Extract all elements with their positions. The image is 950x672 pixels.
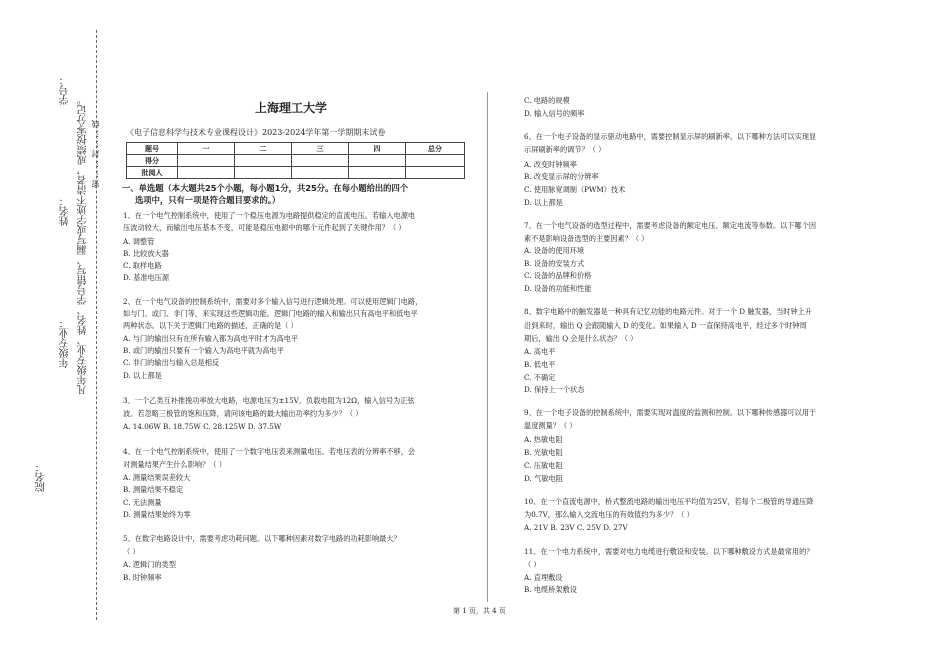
question-line: 8、数字电路中的触发器是一种具有记忆功能的电路元件。对于一个 D 触发器，当时钟上升 bbox=[524, 307, 813, 316]
warning-notice: 凡年级专业、姓名、学号错写、漏写或字迹不清者，成绩按零分记。 bbox=[78, 95, 89, 395]
table-cell bbox=[178, 155, 235, 167]
table-cell bbox=[292, 167, 349, 179]
table-cell bbox=[235, 155, 292, 167]
question-line: D. 以上都是 bbox=[123, 371, 162, 380]
question-line: 示屏刷新率的调节？（ ） bbox=[524, 145, 606, 154]
question-line: 7、在一个电气设备的选型过程中，需要考虑设备的额定电压、额定电流等参数。以下哪个因 bbox=[524, 221, 817, 230]
table-header: 总分 bbox=[406, 143, 465, 155]
question-line: A. 14.06W B. 18.75W C. 28.125W D. 37.5W bbox=[123, 422, 282, 431]
table-cell bbox=[349, 167, 406, 179]
question-line: A. 逻辑门的类型 bbox=[123, 560, 176, 569]
section-heading-line: 选项中，只有一项是符合题目要求的。） bbox=[135, 195, 281, 205]
question-line: C. 电路的规模 bbox=[524, 96, 570, 105]
question-line: 2、在一个电气设备的控制系统中，需要对多个输入信号进行逻辑处理。可以使用逻辑门电路， bbox=[123, 297, 423, 306]
question-line: D. 设备的功能和性能 bbox=[524, 284, 592, 293]
question-line: A. 改变时钟频率 bbox=[524, 160, 577, 169]
row-label: 批阅人 bbox=[127, 167, 178, 179]
question-line: D. 测量结果始终为零 bbox=[123, 510, 191, 519]
question-line: B. 电缆桥架敷设 bbox=[524, 585, 577, 594]
question-line: 1、在一个电气控制系统中，使用了一个稳压电源为电路提供稳定的直流电压。若输入电源电 bbox=[123, 211, 416, 220]
question-line: 9、在一个电子设备的控制系统中，需要实现对温度的监测和控制。以下哪种传感器可以用于 bbox=[524, 408, 817, 417]
name-label: 姓名： bbox=[60, 196, 71, 226]
question-line: C. 取样电路 bbox=[123, 261, 162, 270]
question-line: D. 以上都是 bbox=[524, 198, 563, 207]
question-line: C. 压敏电阻 bbox=[524, 461, 563, 470]
question-line: B. 时钟频率 bbox=[123, 573, 162, 582]
question-line: 5、在数字电路设计中，需要考虑功耗问题。以下哪种因素对数字电路的功耗影响最大？ bbox=[123, 534, 401, 543]
question-line: C. 非门的输出与输入总是相反 bbox=[123, 358, 220, 367]
question-line: （ ） bbox=[524, 560, 541, 569]
table-header: 三 bbox=[292, 143, 349, 155]
question-line: 11、在一个电力系统中，需要对电力电缆进行敷设和安装。以下哪种敷设方式是最常用的？ bbox=[524, 547, 814, 556]
major-label: 年级专业： bbox=[60, 318, 71, 368]
question-line: B. 或门的输出只要有一个输入为高电平就为高电平 bbox=[123, 346, 284, 355]
score-table bbox=[126, 142, 465, 179]
question-line: B. 比较放大器 bbox=[123, 249, 169, 258]
question-line: 为0.7V，那么输入交流电压的有效值约为多少？（ ） bbox=[524, 510, 694, 519]
question-line: D. 输入信号的频率 bbox=[524, 109, 585, 118]
question-line: C. 不确定 bbox=[524, 373, 556, 382]
question-line: 两种状态。以下关于逻辑门电路的描述，正确的是（ ） bbox=[123, 321, 298, 330]
school-label: 院名： bbox=[36, 462, 47, 492]
table-cell bbox=[292, 155, 349, 167]
question-line: 4、在一个电气控制系统中，使用了一个数字电压表来测量电压。若电压表的分辨率不够，会 bbox=[123, 447, 416, 456]
seal-line-text: 密……封……线 bbox=[91, 118, 100, 188]
university-title: 上海理工大学 bbox=[255, 101, 328, 115]
table-cell bbox=[406, 167, 465, 179]
question-line: 期后，输出 Q 会是什么状态？（ ） bbox=[524, 334, 638, 343]
question-line: C. 使用脉宽调制（PWM）技术 bbox=[524, 185, 626, 194]
row-label: 得分 bbox=[127, 155, 178, 167]
question-line: A. 21V B. 23V C. 25V D. 27V bbox=[524, 523, 628, 532]
section-heading bbox=[122, 182, 408, 206]
question-line: A. 设备的使用环境 bbox=[524, 246, 585, 255]
question-line: A. 热敏电阻 bbox=[524, 435, 563, 444]
question-line: A. 直埋敷设 bbox=[524, 573, 563, 582]
question-line: A. 与门的输出只有在所有输入都为高电平时才为高电平 bbox=[123, 334, 299, 343]
question-line: A. 测量结果误差较大 bbox=[123, 473, 191, 482]
question-line: 对测量结果产生什么影响？（ ） bbox=[123, 460, 226, 469]
table-header: 四 bbox=[349, 143, 406, 155]
exam-title: 《电子信息科学与技术专业课程设计》2023-2024学年第一学期期末试卷 bbox=[126, 128, 386, 137]
question-line: 10、在一个直流电源中，桥式整流电路的输出电压平均值为25V，若每个二极管的导通压降 bbox=[524, 497, 814, 506]
section-heading-line: 一、单选题（本大题共25个小题，每小题1分，共25分。在每小题给出的四个 bbox=[122, 183, 409, 193]
table-cell bbox=[235, 167, 292, 179]
student-id-label: 学号： bbox=[60, 75, 71, 105]
question-line: D. 保持上一个状态 bbox=[524, 385, 585, 394]
question-line: D. 基准电压源 bbox=[123, 273, 170, 282]
column-divider bbox=[487, 92, 488, 602]
question-line: 温度测量？（ ） bbox=[524, 421, 577, 430]
question-line: C. 无法测量 bbox=[123, 498, 162, 507]
table-header: 一 bbox=[178, 143, 235, 155]
question-line: 如与门、或门、非门等，来实现这些逻辑功能。逻辑门电路的输入和输出只有高电平和低电平 bbox=[123, 309, 418, 318]
grader-row bbox=[127, 167, 465, 179]
question-line: A. 高电平 bbox=[524, 347, 556, 356]
question-line: C. 设备的品牌和价格 bbox=[524, 271, 592, 280]
question-line: B. 光敏电阻 bbox=[524, 448, 563, 457]
table-cell bbox=[349, 155, 406, 167]
table-cell bbox=[178, 167, 235, 179]
question-line: 波。若忽略三极管的饱和压降，请问该电路的最大输出功率约为多少？（ ） bbox=[123, 409, 363, 418]
question-line: B. 设备的安装方式 bbox=[524, 259, 585, 268]
question-line: A. 调整管 bbox=[123, 237, 155, 246]
table-header: 题号 bbox=[127, 143, 178, 155]
question-line: B. 测量结果不稳定 bbox=[123, 485, 184, 494]
score-table-header-row bbox=[127, 143, 465, 155]
question-line: B. 低电平 bbox=[524, 360, 556, 369]
score-row bbox=[127, 155, 465, 167]
table-cell bbox=[406, 155, 465, 167]
question-line: 3、一个乙类互补推挽功率放大电路，电源电压为±15V，负载电阻为12Ω，输入信号为正弦 bbox=[123, 396, 415, 405]
question-line: D. 气敏电阻 bbox=[524, 474, 563, 483]
page-footer: 第 1 页，共 4 页 bbox=[453, 607, 506, 615]
question-line: 压波动较大，而输出电压基本不变，可能是稳压电源中的哪个元件起到了关键作用？（ ） bbox=[123, 223, 406, 232]
question-line: B. 改变显示屏的分辨率 bbox=[524, 172, 599, 181]
question-line: 沿到来时，输出 Q 会跟随输入 D 的变化。如果输入 D 一直保持高电平，经过多个时钟周 bbox=[524, 321, 807, 330]
question-line: 6、在一个电子设备的显示驱动电路中，需要控制显示屏的刷新率。以下哪种方法可以实现显 bbox=[524, 132, 817, 141]
question-line: 素不是影响设备选型的主要因素？（ ） bbox=[524, 234, 649, 243]
question-line: （ ） bbox=[123, 547, 140, 556]
table-header: 二 bbox=[235, 143, 292, 155]
